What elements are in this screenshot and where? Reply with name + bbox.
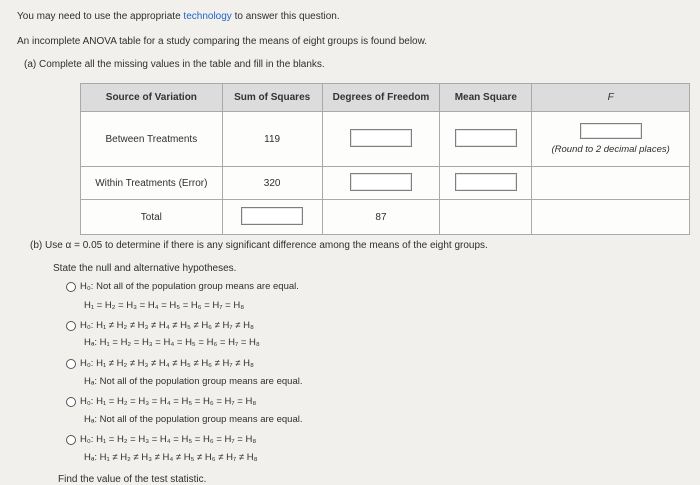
hypothesis-option-1-line-2: H₁ = H₂ = H₃ = H₄ = H₅ = H₆ = H₇ = H₈ bbox=[84, 300, 245, 311]
state-hypotheses-prompt: State the null and alternative hypotheses. bbox=[53, 263, 237, 274]
ms-between-input[interactable] bbox=[455, 129, 517, 147]
table-row-total bbox=[81, 200, 690, 235]
header-source: Source of Variation bbox=[81, 84, 223, 112]
df-between-input[interactable] bbox=[350, 129, 412, 147]
instruction-prefix: You may need to use the appropriate bbox=[17, 11, 181, 22]
cell-ss-between: 119 bbox=[222, 112, 322, 167]
header-df: Degrees of Freedom bbox=[322, 84, 440, 112]
hypothesis-option-1-radio[interactable] bbox=[66, 282, 76, 292]
hypothesis-option-4-line-2: Hₐ: Not all of the population group means are equal. bbox=[84, 414, 303, 425]
table-header-row bbox=[81, 84, 690, 112]
cell-ms-between bbox=[440, 112, 532, 167]
cell-source-between: Between Treatments bbox=[81, 112, 223, 167]
cell-f bbox=[532, 112, 690, 167]
hypothesis-option-5-radio[interactable] bbox=[66, 435, 76, 445]
table-row-within bbox=[81, 167, 690, 200]
hypothesis-option-3-line-1: H₀: H₁ ≠ H₂ ≠ H₃ ≠ H₄ ≠ H₅ ≠ H₆ ≠ H₇ ≠ H₈ bbox=[80, 358, 254, 369]
cell-df-between bbox=[322, 112, 440, 167]
cell-ss-within: 320 bbox=[222, 167, 322, 200]
cell-ss-total bbox=[222, 200, 322, 235]
df-within-input[interactable] bbox=[350, 173, 412, 191]
rounding-note: (Round to 2 decimal places) bbox=[551, 144, 670, 155]
cell-f-total-empty bbox=[532, 200, 690, 235]
cell-source-total: Total bbox=[81, 200, 223, 235]
table-row-between bbox=[81, 112, 690, 167]
ss-total-input[interactable] bbox=[241, 207, 303, 225]
problem-statement: An incomplete ANOVA table for a study comparing the means of eight groups is found below. bbox=[17, 36, 428, 47]
instruction-line-1 bbox=[17, 11, 340, 22]
part-b-label: (b) Use α = 0.05 to determine if there is any significant difference among the means of the eight groups. bbox=[30, 240, 488, 251]
hypothesis-option-1-line-1: H₀: Not all of the population group means are equal. bbox=[80, 281, 299, 292]
hypothesis-option-5-line-2: Hₐ: H₁ ≠ H₂ ≠ H₃ ≠ H₄ ≠ H₅ ≠ H₆ ≠ H₇ ≠ H₈ bbox=[84, 452, 258, 463]
hypothesis-option-4-line-1: H₀: H₁ = H₂ = H₃ = H₄ = H₅ = H₆ = H₇ = H₈ bbox=[80, 396, 257, 407]
hypothesis-option-4-radio[interactable] bbox=[66, 397, 76, 407]
find-test-statistic-prompt: Find the value of the test statistic. bbox=[58, 474, 207, 485]
header-ss: Sum of Squares bbox=[222, 84, 322, 112]
cell-source-within: Within Treatments (Error) bbox=[81, 167, 223, 200]
cell-f-within-empty bbox=[532, 167, 690, 200]
hypothesis-option-5-line-1: H₀: H₁ = H₂ = H₃ = H₄ = H₅ = H₆ = H₇ = H₈ bbox=[80, 434, 257, 445]
technology-link[interactable]: technology bbox=[183, 11, 232, 22]
cell-ms-total-empty bbox=[440, 200, 532, 235]
hypothesis-option-2-line-1: H₀: H₁ ≠ H₂ ≠ H₃ ≠ H₄ ≠ H₅ ≠ H₆ ≠ H₇ ≠ H₈ bbox=[80, 320, 254, 331]
part-a-label: (a) Complete all the missing values in the table and fill in the blanks. bbox=[24, 59, 325, 70]
header-f: F bbox=[532, 84, 690, 112]
hypothesis-option-3-radio[interactable] bbox=[66, 359, 76, 369]
hypothesis-option-3-line-2: Hₐ: Not all of the population group means are equal. bbox=[84, 376, 303, 387]
instruction-suffix: to answer this question. bbox=[234, 11, 340, 22]
cell-df-within bbox=[322, 167, 440, 200]
hypothesis-option-2-radio[interactable] bbox=[66, 321, 76, 331]
f-statistic-input[interactable] bbox=[580, 123, 642, 139]
anova-table bbox=[80, 83, 690, 235]
header-ms: Mean Square bbox=[440, 84, 532, 112]
hypothesis-option-2-line-2: Hₐ: H₁ = H₂ = H₃ = H₄ = H₅ = H₆ = H₇ = H₈ bbox=[84, 337, 260, 348]
cell-ms-within bbox=[440, 167, 532, 200]
ms-within-input[interactable] bbox=[455, 173, 517, 191]
cell-df-total: 87 bbox=[322, 200, 440, 235]
